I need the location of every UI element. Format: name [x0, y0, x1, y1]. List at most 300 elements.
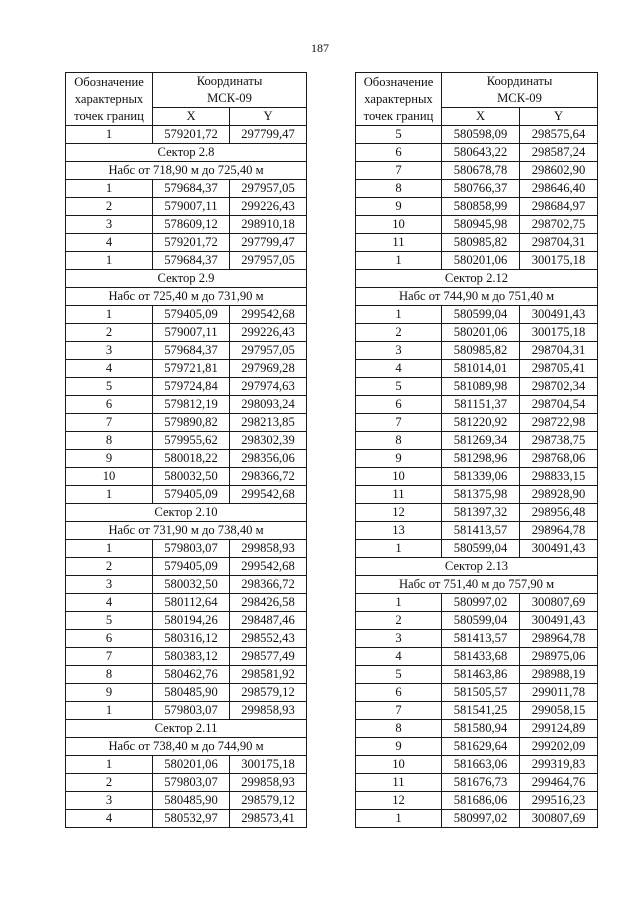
x-coordinate-cell: 579955,62	[153, 432, 230, 450]
table-row	[356, 792, 598, 810]
point-number-cell: 11	[356, 234, 442, 252]
coordinates-table-right	[355, 72, 598, 828]
table-row	[66, 414, 307, 432]
y-coordinate-cell: 300491,43	[520, 306, 598, 324]
designation-header-line: Обозначение	[363, 74, 434, 89]
x-coordinate-cell: 581339,06	[442, 468, 520, 486]
x-coordinate-cell: 579405,09	[153, 486, 230, 504]
table-row	[356, 360, 598, 378]
y-coordinate-cell: 298366,72	[230, 576, 307, 594]
y-coordinate-cell: 298575,64	[520, 126, 598, 144]
table-row	[356, 738, 598, 756]
table-row	[356, 504, 598, 522]
table-row	[66, 324, 307, 342]
section-title: Набс от 738,40 м до 744,90 м	[66, 738, 307, 756]
x-coordinate-cell: 580532,97	[153, 810, 230, 828]
designation-header-line: Обозначение	[74, 74, 144, 89]
x-coordinate-cell: 579812,19	[153, 396, 230, 414]
point-number-cell: 1	[356, 810, 442, 828]
point-number-cell: 2	[356, 612, 442, 630]
section-title: Набс от 744,90 м до 751,40 м	[356, 288, 598, 306]
point-number-cell: 9	[356, 738, 442, 756]
point-number-cell: 7	[356, 414, 442, 432]
y-coordinate-cell: 298975,06	[520, 648, 598, 666]
y-coordinate-cell: 298704,31	[520, 342, 598, 360]
point-number-cell: 1	[66, 180, 153, 198]
point-number-cell: 4	[66, 810, 153, 828]
point-number-cell: 6	[356, 396, 442, 414]
section-title-row	[66, 504, 307, 522]
x-coordinate-cell: 581505,57	[442, 684, 520, 702]
point-number-cell: 10	[66, 468, 153, 486]
x-coordinate-cell: 581676,73	[442, 774, 520, 792]
y-coordinate-cell: 297799,47	[230, 234, 307, 252]
section-title: Набс от 725,40 м до 731,90 м	[66, 288, 307, 306]
designation-header	[356, 73, 442, 126]
point-number-cell: 6	[356, 144, 442, 162]
table-row	[356, 612, 598, 630]
y-coordinate-cell: 297974,63	[230, 378, 307, 396]
point-number-cell: 9	[356, 450, 442, 468]
x-coordinate-cell: 580032,50	[153, 468, 230, 486]
x-coordinate-cell: 580485,90	[153, 792, 230, 810]
x-coordinate-cell: 578609,12	[153, 216, 230, 234]
section-title-row	[66, 162, 307, 180]
table-row	[356, 702, 598, 720]
point-number-cell: 4	[356, 360, 442, 378]
x-coordinate-cell: 580766,37	[442, 180, 520, 198]
y-coordinate-cell: 299542,68	[230, 306, 307, 324]
coordinates-header-line: Координаты	[196, 74, 263, 88]
point-number-cell: 2	[356, 324, 442, 342]
y-coordinate-cell: 298702,34	[520, 378, 598, 396]
point-number-cell: 2	[66, 324, 153, 342]
x-coordinate-cell: 581433,68	[442, 648, 520, 666]
point-number-cell: 7	[356, 702, 442, 720]
table-row	[356, 414, 598, 432]
y-coordinate-cell: 297969,28	[230, 360, 307, 378]
y-coordinate-cell: 298704,54	[520, 396, 598, 414]
point-number-cell: 3	[66, 576, 153, 594]
table-row	[66, 306, 307, 324]
x-coordinate-cell: 580599,04	[442, 612, 520, 630]
table-row	[66, 630, 307, 648]
y-coordinate-cell: 300807,69	[520, 810, 598, 828]
point-number-cell: 13	[356, 522, 442, 540]
y-column-header: Y	[520, 108, 598, 126]
table-row	[66, 198, 307, 216]
table-row	[66, 594, 307, 612]
table-row	[356, 252, 598, 270]
x-coordinate-cell: 580316,12	[153, 630, 230, 648]
y-coordinate-cell: 299226,43	[230, 324, 307, 342]
table-row	[66, 612, 307, 630]
table-row	[66, 378, 307, 396]
y-coordinate-cell: 300175,18	[230, 756, 307, 774]
x-column-header: X	[442, 108, 520, 126]
y-coordinate-cell: 298577,49	[230, 648, 307, 666]
x-coordinate-cell: 579890,82	[153, 414, 230, 432]
x-coordinate-cell: 579007,11	[153, 324, 230, 342]
y-coordinate-cell: 299319,83	[520, 756, 598, 774]
coordinates-header	[442, 73, 598, 108]
table-row	[356, 396, 598, 414]
y-coordinate-cell: 298366,72	[230, 468, 307, 486]
section-title-row	[66, 270, 307, 288]
x-coordinate-cell: 579405,09	[153, 306, 230, 324]
table-row	[356, 720, 598, 738]
x-coordinate-cell: 579405,09	[153, 558, 230, 576]
point-number-cell: 7	[356, 162, 442, 180]
y-coordinate-cell: 298738,75	[520, 432, 598, 450]
table-row	[356, 756, 598, 774]
y-coordinate-cell: 297957,05	[230, 342, 307, 360]
table-row	[66, 396, 307, 414]
y-coordinate-cell: 300491,43	[520, 612, 598, 630]
x-coordinate-cell: 581151,37	[442, 396, 520, 414]
coordinates-header-line: МСК-09	[497, 91, 542, 105]
point-number-cell: 9	[356, 198, 442, 216]
point-number-cell: 9	[66, 450, 153, 468]
y-coordinate-cell: 299516,23	[520, 792, 598, 810]
table-row	[356, 198, 598, 216]
x-coordinate-cell: 581686,06	[442, 792, 520, 810]
table-row	[356, 666, 598, 684]
x-coordinate-cell: 581089,98	[442, 378, 520, 396]
x-coordinate-cell: 581014,01	[442, 360, 520, 378]
x-coordinate-cell: 580383,12	[153, 648, 230, 666]
table-row	[66, 126, 307, 144]
point-number-cell: 5	[356, 666, 442, 684]
page-number: 187	[311, 41, 329, 55]
table-row	[356, 306, 598, 324]
table-row	[66, 684, 307, 702]
x-coordinate-cell: 580858,99	[442, 198, 520, 216]
table-row	[66, 540, 307, 558]
coordinates-table-left	[65, 72, 307, 828]
section-title: Набс от 718,90 м до 725,40 м	[66, 162, 307, 180]
y-coordinate-cell: 300807,69	[520, 594, 598, 612]
section-title-row	[356, 576, 598, 594]
point-number-cell: 1	[66, 486, 153, 504]
designation-header	[66, 73, 153, 126]
y-coordinate-cell: 299124,89	[520, 720, 598, 738]
table-row	[356, 630, 598, 648]
table-row	[356, 684, 598, 702]
point-number-cell: 5	[66, 378, 153, 396]
section-title: Набс от 731,90 м до 738,40 м	[66, 522, 307, 540]
x-coordinate-cell: 581663,06	[442, 756, 520, 774]
x-coordinate-cell: 580678,78	[442, 162, 520, 180]
y-coordinate-cell: 298988,19	[520, 666, 598, 684]
point-number-cell: 8	[356, 720, 442, 738]
table-row	[356, 594, 598, 612]
section-title-row	[66, 522, 307, 540]
y-coordinate-cell: 299011,78	[520, 684, 598, 702]
table-row	[356, 162, 598, 180]
point-number-cell: 5	[66, 612, 153, 630]
x-coordinate-cell: 579007,11	[153, 198, 230, 216]
x-coordinate-cell: 579684,37	[153, 342, 230, 360]
y-coordinate-cell: 297957,05	[230, 180, 307, 198]
coordinates-header	[153, 73, 307, 108]
y-coordinate-cell: 298587,24	[520, 144, 598, 162]
y-coordinate-cell: 299542,68	[230, 558, 307, 576]
point-number-cell: 1	[66, 306, 153, 324]
point-number-cell: 6	[356, 684, 442, 702]
y-coordinate-cell: 297799,47	[230, 126, 307, 144]
y-coordinate-cell: 298704,31	[520, 234, 598, 252]
y-coordinate-cell: 298579,12	[230, 684, 307, 702]
table-row	[66, 792, 307, 810]
point-number-cell: 1	[356, 306, 442, 324]
point-number-cell: 10	[356, 756, 442, 774]
x-coordinate-cell: 579803,07	[153, 774, 230, 792]
point-number-cell: 7	[66, 648, 153, 666]
y-coordinate-cell: 298964,78	[520, 522, 598, 540]
y-coordinate-cell: 298928,90	[520, 486, 598, 504]
point-number-cell: 3	[356, 630, 442, 648]
x-coordinate-cell: 581220,92	[442, 414, 520, 432]
point-number-cell: 1	[66, 702, 153, 720]
designation-header-line: точек границ	[363, 108, 434, 123]
left-table-body	[66, 126, 307, 828]
x-coordinate-cell: 580201,06	[442, 252, 520, 270]
section-title-row	[66, 144, 307, 162]
table-row	[66, 756, 307, 774]
x-coordinate-cell: 579684,37	[153, 180, 230, 198]
x-coordinate-cell: 580194,26	[153, 612, 230, 630]
point-number-cell: 4	[66, 234, 153, 252]
y-coordinate-cell: 298702,75	[520, 216, 598, 234]
x-coordinate-cell: 580997,02	[442, 810, 520, 828]
point-number-cell: 1	[66, 756, 153, 774]
y-coordinate-cell: 300175,18	[520, 252, 598, 270]
point-number-cell: 6	[66, 396, 153, 414]
x-coordinate-cell: 580643,22	[442, 144, 520, 162]
y-coordinate-cell: 298093,24	[230, 396, 307, 414]
table-row	[356, 810, 598, 828]
x-coordinate-cell: 580599,04	[442, 540, 520, 558]
table-row	[66, 342, 307, 360]
point-number-cell: 11	[356, 486, 442, 504]
x-column-header: X	[153, 108, 230, 126]
point-number-cell: 2	[66, 774, 153, 792]
right-table-body	[356, 126, 598, 828]
table-row	[356, 126, 598, 144]
x-coordinate-cell: 580201,06	[153, 756, 230, 774]
point-number-cell: 2	[66, 198, 153, 216]
table-row	[66, 252, 307, 270]
y-coordinate-cell: 297957,05	[230, 252, 307, 270]
section-title-row	[66, 720, 307, 738]
point-number-cell: 4	[66, 594, 153, 612]
x-coordinate-cell: 581629,64	[442, 738, 520, 756]
table-row	[66, 810, 307, 828]
section-title: Сектор 2.9	[66, 270, 307, 288]
x-coordinate-cell: 581413,57	[442, 630, 520, 648]
section-title-row	[356, 270, 598, 288]
table-row	[66, 558, 307, 576]
point-number-cell: 9	[66, 684, 153, 702]
table-row	[66, 648, 307, 666]
table-row	[66, 774, 307, 792]
point-number-cell: 1	[66, 126, 153, 144]
point-number-cell: 10	[356, 216, 442, 234]
table-row	[356, 432, 598, 450]
x-coordinate-cell: 579684,37	[153, 252, 230, 270]
y-coordinate-cell: 298956,48	[520, 504, 598, 522]
point-number-cell: 1	[356, 540, 442, 558]
x-coordinate-cell: 580201,06	[442, 324, 520, 342]
section-title: Сектор 2.10	[66, 504, 307, 522]
point-number-cell: 12	[356, 792, 442, 810]
y-coordinate-cell: 298581,92	[230, 666, 307, 684]
point-number-cell: 4	[356, 648, 442, 666]
x-coordinate-cell: 580598,09	[442, 126, 520, 144]
y-coordinate-cell: 298356,06	[230, 450, 307, 468]
x-coordinate-cell: 579724,84	[153, 378, 230, 396]
x-coordinate-cell: 580018,22	[153, 450, 230, 468]
y-coordinate-cell: 299202,09	[520, 738, 598, 756]
section-title-row	[356, 558, 598, 576]
y-column-header: Y	[230, 108, 307, 126]
x-coordinate-cell: 581397,32	[442, 504, 520, 522]
section-title-row	[66, 738, 307, 756]
y-coordinate-cell: 299058,15	[520, 702, 598, 720]
x-coordinate-cell: 581375,98	[442, 486, 520, 504]
point-number-cell: 1	[356, 594, 442, 612]
y-coordinate-cell: 298302,39	[230, 432, 307, 450]
x-coordinate-cell: 580985,82	[442, 342, 520, 360]
section-title: Сектор 2.11	[66, 720, 307, 738]
y-coordinate-cell: 298426,58	[230, 594, 307, 612]
x-coordinate-cell: 580032,50	[153, 576, 230, 594]
x-coordinate-cell: 580112,64	[153, 594, 230, 612]
y-coordinate-cell: 299464,76	[520, 774, 598, 792]
x-coordinate-cell: 580945,98	[442, 216, 520, 234]
point-number-cell: 11	[356, 774, 442, 792]
section-title: Сектор 2.13	[356, 558, 598, 576]
table-row	[356, 540, 598, 558]
y-coordinate-cell: 299858,93	[230, 540, 307, 558]
point-number-cell: 3	[356, 342, 442, 360]
x-coordinate-cell: 581463,86	[442, 666, 520, 684]
section-title-row	[66, 288, 307, 306]
x-coordinate-cell: 580485,90	[153, 684, 230, 702]
section-title-row	[356, 288, 598, 306]
y-coordinate-cell: 299858,93	[230, 774, 307, 792]
y-coordinate-cell: 298573,41	[230, 810, 307, 828]
table-row	[66, 360, 307, 378]
table-row	[356, 234, 598, 252]
point-number-cell: 10	[356, 468, 442, 486]
x-coordinate-cell: 579803,07	[153, 540, 230, 558]
y-coordinate-cell: 298646,40	[520, 180, 598, 198]
table-row	[356, 378, 598, 396]
point-number-cell: 1	[356, 252, 442, 270]
coordinates-header-line: Координаты	[486, 74, 553, 88]
x-coordinate-cell: 580462,76	[153, 666, 230, 684]
section-title: Сектор 2.8	[66, 144, 307, 162]
point-number-cell: 8	[356, 432, 442, 450]
y-coordinate-cell: 298552,43	[230, 630, 307, 648]
table-row	[356, 486, 598, 504]
point-number-cell: 8	[356, 180, 442, 198]
y-coordinate-cell: 298579,12	[230, 792, 307, 810]
x-coordinate-cell: 579721,81	[153, 360, 230, 378]
x-coordinate-cell: 579803,07	[153, 702, 230, 720]
point-number-cell: 8	[66, 432, 153, 450]
y-coordinate-cell: 299542,68	[230, 486, 307, 504]
table-row	[66, 702, 307, 720]
y-coordinate-cell: 298964,78	[520, 630, 598, 648]
point-number-cell: 5	[356, 126, 442, 144]
y-coordinate-cell: 300175,18	[520, 324, 598, 342]
table-row	[66, 180, 307, 198]
x-coordinate-cell: 579201,72	[153, 126, 230, 144]
point-number-cell: 1	[66, 252, 153, 270]
point-number-cell: 3	[66, 216, 153, 234]
x-coordinate-cell: 580985,82	[442, 234, 520, 252]
table-row	[66, 468, 307, 486]
y-coordinate-cell: 298602,90	[520, 162, 598, 180]
x-coordinate-cell: 581413,57	[442, 522, 520, 540]
coordinates-header-line: МСК-09	[207, 91, 252, 105]
point-number-cell: 1	[66, 540, 153, 558]
table-row	[66, 486, 307, 504]
x-coordinate-cell: 581580,94	[442, 720, 520, 738]
y-coordinate-cell: 298833,15	[520, 468, 598, 486]
y-coordinate-cell: 298768,06	[520, 450, 598, 468]
table-row	[356, 342, 598, 360]
point-number-cell: 7	[66, 414, 153, 432]
point-number-cell: 5	[356, 378, 442, 396]
table-row	[66, 666, 307, 684]
section-title: Сектор 2.12	[356, 270, 598, 288]
y-coordinate-cell: 299226,43	[230, 198, 307, 216]
point-number-cell: 6	[66, 630, 153, 648]
x-coordinate-cell: 580997,02	[442, 594, 520, 612]
point-number-cell: 12	[356, 504, 442, 522]
y-coordinate-cell: 298910,18	[230, 216, 307, 234]
table-row	[356, 468, 598, 486]
point-number-cell: 2	[66, 558, 153, 576]
point-number-cell: 4	[66, 360, 153, 378]
table-row	[66, 450, 307, 468]
designation-header-line: точек границ	[74, 108, 144, 123]
y-coordinate-cell: 298487,46	[230, 612, 307, 630]
table-row	[66, 234, 307, 252]
table-row	[356, 216, 598, 234]
y-coordinate-cell: 298722,98	[520, 414, 598, 432]
x-coordinate-cell: 580599,04	[442, 306, 520, 324]
table-row	[356, 450, 598, 468]
y-coordinate-cell: 298213,85	[230, 414, 307, 432]
table-row	[356, 522, 598, 540]
y-coordinate-cell: 298705,41	[520, 360, 598, 378]
table-row	[66, 216, 307, 234]
table-row	[356, 774, 598, 792]
table-row	[356, 324, 598, 342]
point-number-cell: 3	[66, 342, 153, 360]
table-row	[356, 144, 598, 162]
x-coordinate-cell: 581298,96	[442, 450, 520, 468]
y-coordinate-cell: 300491,43	[520, 540, 598, 558]
point-number-cell: 3	[66, 792, 153, 810]
x-coordinate-cell: 579201,72	[153, 234, 230, 252]
table-row	[356, 180, 598, 198]
